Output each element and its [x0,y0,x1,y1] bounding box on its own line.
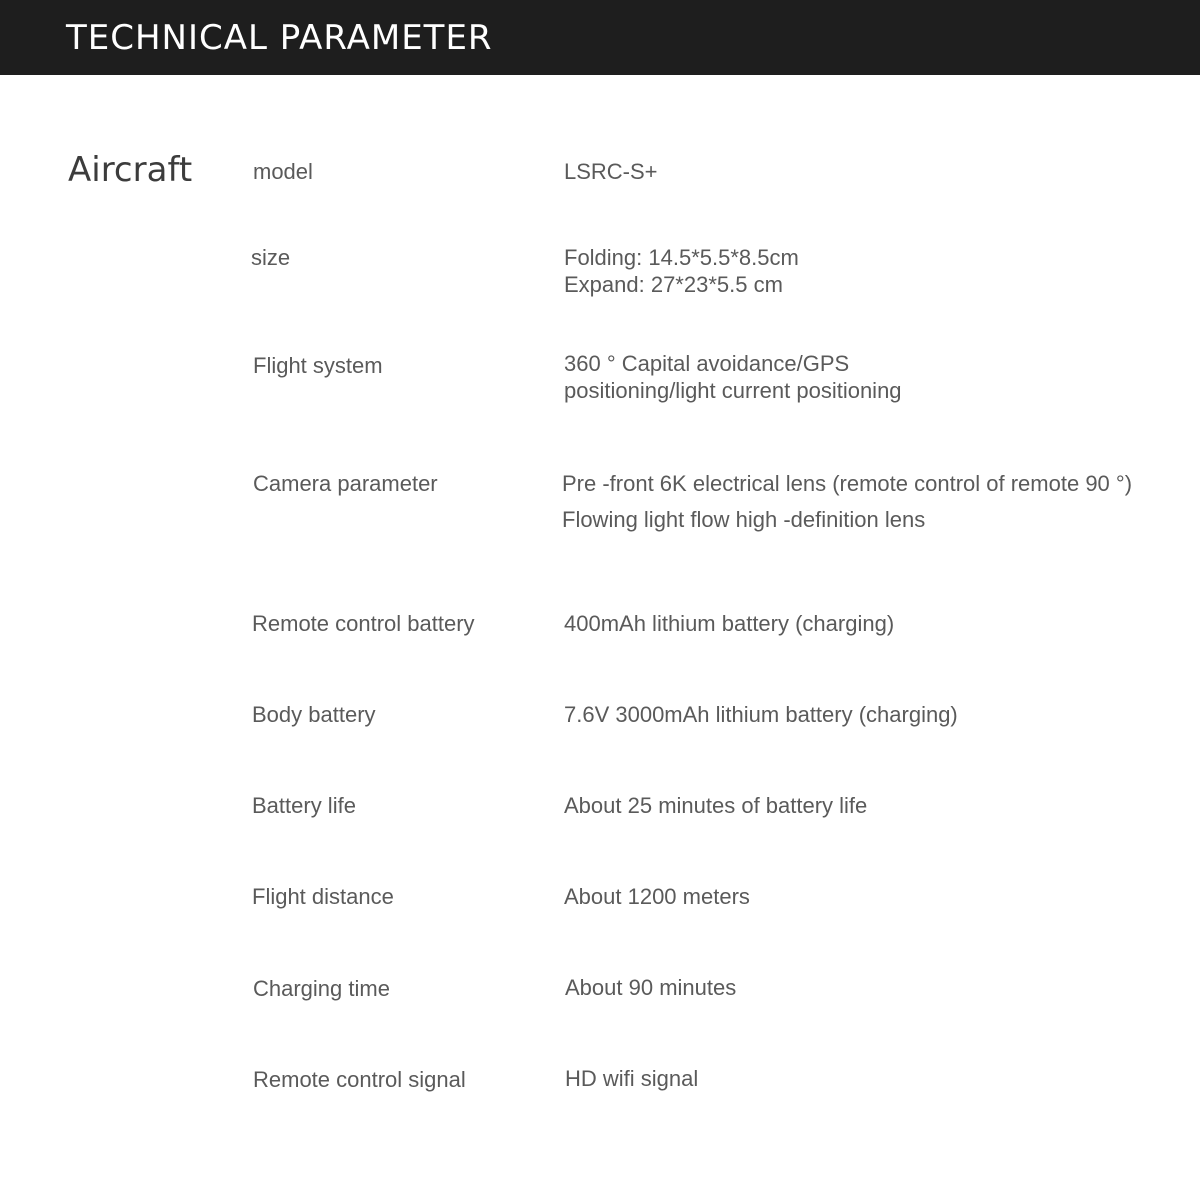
spec-value [564,701,958,728]
spec-value [564,244,799,298]
spec-value-line: About 1200 meters [564,884,750,909]
spec-value-line: HD wifi signal [565,1066,699,1091]
spec-label: model [253,159,313,184]
spec-label: Flight distance [252,884,394,909]
spec-value [564,350,902,404]
spec-value [564,158,658,185]
spec-value [564,792,867,819]
section-title: Aircraft [68,150,193,190]
spec-label: Flight system [253,353,383,378]
spec-value-line: About 25 minutes of battery life [564,793,868,818]
spec-value-line: Folding: 14.5*5.5*8.5cm [564,245,799,270]
header-bar [0,0,1200,75]
spec-label: Camera parameter [253,471,438,496]
spec-value-line: LSRC-S+ [564,159,658,184]
page-title: TECHNICAL PARAMETER [66,18,493,58]
spec-value [564,610,894,637]
spec-value [565,974,736,1001]
spec-label: Battery life [252,793,356,818]
spec-value-line: positioning/light current positioning [564,378,902,403]
spec-value-line: 7.6V 3000mAh lithium battery (charging) [564,702,958,727]
spec-value-line: About 90 minutes [565,975,737,1000]
spec-value [564,883,750,910]
spec-value-line: Flowing light flow high -definition lens [562,507,926,532]
spec-value-line: Expand: 27*23*5.5 cm [564,272,783,297]
spec-label: Remote control signal [253,1067,466,1092]
spec-label: Body battery [252,702,376,727]
spec-label: size [251,245,291,270]
spec-value [562,470,1132,542]
spec-value-line: 400mAh lithium battery (charging) [564,611,895,636]
spec-value-line: Pre -front 6K electrical lens (remote control of remote 90 °) [562,471,1133,496]
spec-value-line: 360 ° Capital avoidance/GPS [564,351,850,376]
spec-value [565,1065,698,1092]
spec-label: Charging time [253,976,390,1001]
spec-label: Remote control battery [252,611,475,636]
